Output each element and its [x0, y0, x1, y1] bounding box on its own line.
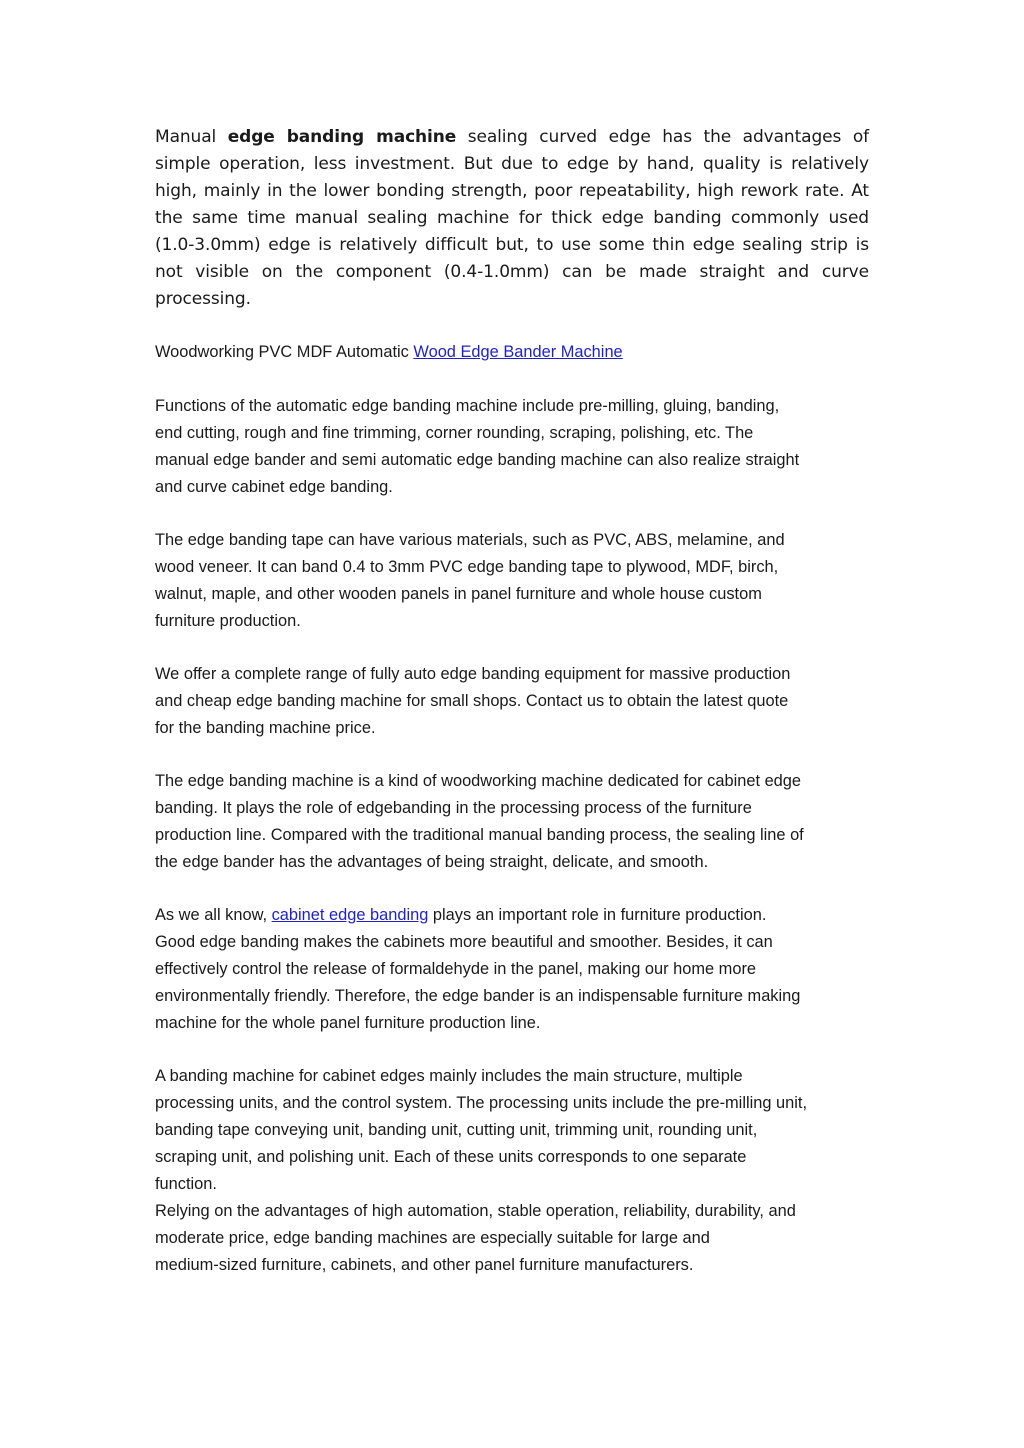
- tape-paragraph: The edge banding tape can have various materials, such as PVC, ABS, melamine, and wood veneer. It can band 0.4 to 3mm PVC edge banding tape to plywood, MDF, birch, walnut, maple, and other wooden panels in panel furniture and whole house custom furniture production.: [155, 531, 785, 630]
- headline-prefix: Woodworking PVC MDF Automatic: [155, 343, 414, 361]
- machine-paragraph: The edge banding machine is a kind of woodworking machine dedicated for cabinet edge banding. It plays the role of edgebanding in the processing process of the furniture production line. Compared with the traditional manual banding process, the sealing line of the edge bander has the advantages of being straight, delicate, and smooth.: [155, 772, 804, 871]
- know-paragraph: [155, 902, 875, 1037]
- intro-rest: sealing curved edge has the advantages of simple operation, less investment. But due to edge by hand, quality is relatively high, mainly in the lower bonding strength, poor repeatability, high rework rate. At the same time manual sealing machine for thick edge banding commonly used (1.0-3.0mm) edge is relatively difficult but, to use some thin edge sealing strip is not visible on the component (0.4-1.0mm) can be made straight and curve processing.: [155, 127, 870, 309]
- relying-paragraph: Relying on the advantages of high automation, stable operation, reliability, durability, and moderate price, edge banding machines are especially suitable for large and medium-sized furniture, cabinets, and other panel furniture manufacturers.: [155, 1202, 796, 1274]
- functions-paragraph: Functions of the automatic edge banding machine include pre-milling, gluing, banding, end cutting, rough and fine trimming, corner rounding, scraping, polishing, etc. The manual edge bander and semi automatic edge banding machine can also realize straight and curve cabinet edge banding.: [155, 397, 800, 496]
- cabinet-edge-banding-link[interactable]: cabinet edge banding: [271, 906, 429, 924]
- offer-paragraph: We offer a complete range of fully auto edge banding equipment for massive production and cheap edge banding machine for small shops. Contact us to obtain the latest quote for the banding machine price.: [155, 665, 791, 737]
- units-paragraph: A banding machine for cabinet edges mainly includes the main structure, multiple processing units, and the control system. The processing units include the pre-milling unit, banding tape conveying unit, banding unit, cutting unit, trimming unit, rounding unit, scraping unit, and polishing unit. Each of these units corresponds to one separate function.: [155, 1067, 808, 1193]
- know-rest: plays an important role in furniture production. Good edge banding makes the cabinets more beautiful and smoother. Besides, it can effectively control the release of formaldehyde in the panel, making our home more environmentally friendly. Therefore, the edge bander is an indispensable furniture making machine for the whole panel furniture production line.: [155, 906, 801, 1032]
- intro-paragraph: [155, 124, 869, 313]
- headline-line: [155, 339, 875, 366]
- know-prefix: As we all know,: [155, 906, 272, 924]
- wood-edge-bander-link[interactable]: Wood Edge Bander Machine: [413, 343, 623, 361]
- intro-lead: Manual: [155, 127, 228, 147]
- intro-bold-keyword: edge banding machine: [227, 127, 457, 147]
